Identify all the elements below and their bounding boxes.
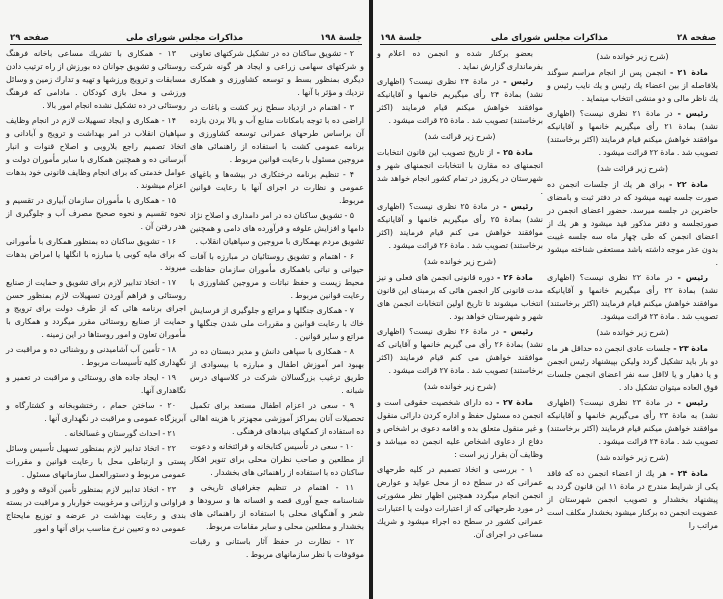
paragraph: [547, 467, 718, 532]
paragraph: [377, 146, 543, 198]
paragraph-text: ۷ - همکاری جنگلها و مراتع و جلوگیری از فرسایش خاك با رعایت قوانین و مقررات ملی شدن جنگلها و مراتع و سایر قوانین .: [190, 306, 364, 341]
paragraph-text: ۸ - همکاری با سپاهی دانش و مدیر دبستان ده در بهبود امر آموزش اطفال و مبارزه با بیسوادی از طریق ترغیب بزرگسالان شرکت در کلاسهای درس شبانه .: [190, 347, 364, 395]
page-header: [10, 30, 362, 45]
paragraph-lead: مادة ۲۲ -: [664, 180, 709, 189]
paragraph-lead: رئیس -: [672, 398, 708, 407]
paragraph-text: ۱۳ - همکاری با تشریك مساعی باخانه فرهنگ روستائی و تشویق جوانان ده بورزش از راه ترتیب دادن مسابقات و ترویج ورزشها و تهیه و تدارك زمین و وسائل ورزشی و محل بازی کودکان . مادامی که فرهنگ روستائی در ده تشکیل نشده انجام امور بالا .: [6, 49, 186, 110]
paragraph: [190, 440, 364, 479]
paragraph-lead: رئیس -: [498, 202, 533, 211]
paragraph: [190, 250, 364, 302]
paragraph-text: هر یك از اعضاء انجمن ده که فاقد یکی از شرایط مندرج در مادة ۱۱ این قانون گردد به پیشنهاد بخشدار و تصویب انجمن شهرستان از عضویت انجمن ده برکنار میشود بخشدار مکلف است مراتب را: [547, 469, 718, 530]
running-title: مذاکرات مجلس شورای ملی: [490, 33, 609, 43]
paragraph: [6, 276, 186, 341]
paragraph: [547, 396, 718, 448]
paragraph-text: ۵ - تشویق ساکنان ده در امر دامداری و اصلاح نژاد دامها و افزایش علوفه و فرآورده های دامی و همچنین تشویق مردم بهمکاری با مروجین و سپاهیان انقلاب .: [190, 211, 364, 246]
paragraph-text: (شرح زیر خوانده شد): [423, 382, 497, 391]
paragraph-text: ۶ - اهتمام و تشویق روستائیان در مبارزه با آفات حیوانی و نباتی باهمکاری مأموران سازمان حفاظت محیط زیست و حفظ نباتات و مروجین کشاورزی با رعایت قوانین مربوط .: [190, 252, 364, 300]
paragraph-text: ۹ - سعی در اعزام اطفال مستعد برای تکمیل تحصیلات آنان بمراکز آموزشی مجهزتر با هزینه اهالی ده استفاده از کمکهای بنیادهای فرهنگی .: [190, 401, 364, 436]
page-number: صفحه ۲۸: [677, 33, 716, 43]
reading-note: [547, 162, 718, 175]
page-header: [380, 30, 716, 45]
paragraph-text: برای هر یك از جلسات انجمن ده صورت جلسه تهیه میشود که در دفتر ثبت و بامضای حاضرین در جلسه میرسد. حضور اعضای انجمن در صورتجلسه و دفتر مذکور قید میشود و هر یك از اعضای انجمن که طی چهار ماه سه جلسه غیبت بدون عذر موجه داشته باشد مستعفی شناخته میشود .: [547, 180, 718, 267]
paragraph: [547, 107, 718, 159]
paragraph: [190, 168, 364, 207]
paragraph-lead: رئیس -: [498, 327, 533, 336]
paragraph: [190, 47, 364, 99]
paragraph-lead: رئیس -: [672, 109, 708, 118]
paragraph-text: در مادة ۲۱ نظری نیست؟ (اظهاری نشد) بمادة ۲۱ رأی میگیریم خانمها و آقایانیکه موافقند خواهش میکنم قیام فرمایند (اکثر برخاستند) تصویب شد . مادة ۲۲ قرائت میشود .: [547, 109, 718, 157]
paragraph-text: در مادة ۲۳ نظری نیست؟ (اظهاری نشد) به مادة ۲۳ رأی می‌گیریم خانمها و آقایانیکه موافقند خواهش میکنم قیام فرمایند (اکثر برخاستند) تصویب شد . مادة ۲۴ قرائت میشود .: [547, 398, 718, 446]
paragraph: [190, 101, 364, 166]
paragraph-text: ۱۵ - همکاری با مأموران سازمان آبیاری در تقسیم و نحوه تقسیم و نحوه صحیح مصرف آب و جلوگیری از هدر رفتن آن .: [6, 196, 186, 231]
paragraph-text: ۱۶ - تشویق ساکنان ده بمنظور همکاری با مأمورانی که برای مایه کوبی یا مبارزه با انگلها یا امراض بدهات میروند .: [6, 237, 186, 272]
book-spine: [369, 0, 373, 599]
paragraph-text: ۲۰ - ساختن حمام ، رختشوبخانه و کشتارگاه و آبریزگاه عمومی و مراقبت در نگهداری آنها .: [6, 401, 186, 423]
paragraph: [6, 194, 186, 233]
paragraph-lead: مادة ۲۵ -: [493, 148, 534, 157]
paragraph: [377, 271, 543, 323]
text-column-left: [377, 47, 543, 543]
paragraph-text: (شرح زیر قرائت شد): [597, 164, 668, 173]
paragraph-text: ۱۸ - تأمین آب آشامیدنی و روشنائی ده و مراقبت در نگهداری کلیه تأسیسات مربوط .: [6, 345, 186, 367]
paragraph-lead: مادة ۲۴ -: [666, 469, 708, 478]
paragraph-text: (شرح زیر خوانده شد): [596, 52, 669, 61]
page-28: [374, 0, 723, 599]
paragraph: [547, 271, 718, 323]
paragraph: [547, 342, 718, 394]
paragraph-text: در مادة ۲۵ نظری نیست؟ (اظهاری نشد) بمادة ۲۵ رأی میگیریم خانمها و آقایانیکه موافقند خواهش می کنم قیام فرمایند (اکثر برخاستند) تصویب شد . مادة ۲۶ قرائت میشود .: [377, 202, 544, 250]
paragraph: [377, 396, 543, 461]
paragraph: [547, 66, 718, 105]
paragraph-text: ده دارای شخصیت حقوقی است و انجمن ده مسئول حفظ و اداره کردن دارائی منقول و غیر منقول متعلق بده و اقامه دعوی بر اشخاص و دفاع از دعاوی اشخاص علیه انجمن ده میباشد و وظایف آن بقرار زیر است :: [377, 398, 543, 459]
paragraph: [6, 399, 186, 425]
session-number: جلسة ۱۹۸: [380, 33, 422, 43]
paragraph: [377, 463, 543, 541]
paragraph-text: ۱۷ - اتخاذ تدابیر لازم برای تشویق و حمایت از صنایع روستائی و فراهم آوردن تسهیلات لازم بمنظور حسن اجرای برنامه هائی که از طرف دولت برای ترویج و حمایت از صنایع روستائی مقرر میگردد و همکاری با مأموران تعاون و امور روستاها در این زمینه .: [6, 278, 186, 339]
paragraph: [6, 427, 186, 440]
paragraph: [6, 114, 186, 192]
text-column-right: [547, 47, 718, 534]
text-column-right: [190, 47, 364, 563]
paragraph-text: ۱۱ - اهتمام در تنظیم جغرافیای تاریخی و شناسنامه جمع آوری قصه و افسانه ها و سرودها و شعر و آهنگهای محلی با استفاده از راهنمائی های بخشدار و مطلعین محلی و سایر مقامات مربوط.: [190, 483, 364, 531]
paragraph-text: دوره قانونی انجمن های فعلی و نیز مدت قانونی کار انجمن هائی که برمبنای این قانون انتخاب میشوند تا تاریخ اولین انتخابات انجمن های شهر و شهرستان خواهد بود .: [377, 273, 543, 321]
paragraph-text: (شرح زیر خوانده شد): [596, 328, 669, 337]
paragraph: [6, 442, 186, 481]
paragraph-text: ۱۲ - نظارت در حفظ آثار باستانی و رقبات موقوفات با نظر سازمانهای مربوط .: [190, 537, 364, 559]
paragraph-text: از تاریخ تصویب این قانون انتخابات انجمنهای ده مقارن با انتخابات انجمنهای شهر و شهرستان در یکروز در تمام کشور انجام خواهد شد .: [377, 148, 543, 196]
paragraph-text: ۱۰ - سعی در تأسیس کتابخانه و قرائتخانه و دعوت از مطلعین و صاحب نظران محلی برای تنویر افکار ساکنان ده با استفاده از راهنمائی های بخشدار .: [190, 442, 364, 477]
paragraph-text: ۱ - بررسی و اتخاذ تصمیم در کلیه طرحهای عمرانی که در سطح ده از محل عواید و عوارض انجمن انجام میگردد همچنین اظهار نظر مشورتی در مورد طرحهائی که از اعتبارات دولت یا اعتبارات عمرانی کشور در سطح ده اجراء میشود و شریك مساعی در اجرای آن.: [377, 465, 543, 539]
page-number: صفحه ۲۹: [10, 33, 49, 43]
paragraph-lead: رئیس -: [672, 273, 708, 282]
paragraph-text: ۲۳ - اتخاذ تدابیر لازم بمنظور تأمین آذوقه و وفور و فراوانی و ارزانی و مرغوبیت خواربار و مراقبت در بسته بندی و رعایت بهداشت در عرضه و توزیع مایحتاج عمومی ده و تعیین نرخ مناسب برای آنها و امور: [6, 485, 186, 533]
paragraph-lead: مادة ۲۳ -: [670, 344, 708, 353]
paragraph-text: (شرح زیر خوانده شد): [596, 453, 669, 462]
paragraph: [6, 47, 186, 112]
paragraph-text: ۲۲ - اتخاذ تدابیر لازم بمنظور تسهیل تأسیس وسائل پستی و ارتباطی محل با رعایت قوانین و مقررات عمومی مربوط و دستورالعمل سازمانهای مسئول .: [6, 444, 186, 479]
paragraph-lead: مادة ۲۶ -: [493, 273, 534, 282]
session-number: جلسة ۱۹۸: [320, 33, 362, 43]
reading-note: [377, 255, 543, 268]
paragraph-text: ۱۴ - همکاری و ایجاد تسهیلات لازم در انجام وظایف سپاهیان انقلاب در امر بهداشت و ترویج و آبادانی و اتخاذ تصمیم راجع بلاروبی و اصلاح قنوات و انبار آبرسانی ده و همچنین همکاری با سایر مأموران دولت و عوامل خدمتی که برای انجام وظایف قانونی خود بدهات اعزام میشوند .: [6, 116, 186, 190]
paragraph: [190, 345, 364, 397]
paragraph-text: ۳ - اهتمام در ازدیاد سطح زیر کشت و باغات در اراضی ده با توجه بامکانات منابع آب و بالا بردن بازده آن براساس طرحهای عمرانی توسعه کشاورزی و برنامه عمومی کشت با استفاده از راهنمائی های مروجین مسئول با رعایت قوانین مربوط .: [190, 103, 364, 164]
reading-note: [377, 380, 543, 393]
running-title: مذاکرات مجلس شورای ملی: [125, 33, 244, 43]
paragraph: [190, 304, 364, 343]
paragraph-text: جلسات عادی انجمن ده حداقل هر ماه دو بار باید تشکیل گردد ولیکن بپیشنهاد رئیس انجمن و یا دهیار و یا لااقل سه نفر اعضای انجمن جلسات فوق العاده میتوان تشکیل داد .: [547, 344, 718, 392]
paragraph-text: ۲ - تشویق ساکنان ده در تشکیل شرکتهای تعاونی و شرکتهای سهامی زراعی و ایجاد هر گونه شرکت دیگری بمنظور بسط و توسعه کشاورزی و همکاری نزدیك و مؤثر با آنها .: [190, 49, 364, 97]
paragraph: [190, 209, 364, 248]
paragraph-lead: مادة ۲۷ -: [492, 398, 534, 407]
paragraph: [6, 343, 186, 369]
paragraph-text: انجمن پس از انجام مراسم سوگند بلافاصله از بین اعضاء یك رئیس و یك نایب رئیس و یك ناظر مالی و دو منشی انتخاب مینماید .: [547, 68, 718, 103]
paragraph: [377, 325, 543, 377]
paragraph: [377, 47, 543, 73]
paragraph: [190, 535, 364, 561]
reading-note: [377, 130, 543, 143]
reading-note: [547, 50, 718, 63]
paragraph-lead: رئیس -: [498, 77, 533, 86]
paragraph-text: (شرح زیر خوانده شد): [423, 257, 497, 266]
paragraph-text: (شرح زیر قرائت شد): [424, 132, 496, 141]
paragraph: [6, 483, 186, 535]
paragraph-text: در مادة ۲۴ نظری نیست؟ (اظهاری نشد) بمادة ۲۴ رأی میگیریم خانمها و آقایانیکه موافقند خواهش میکنم قیام فرمایند (اکثر برخاستند) تصویب شد . مادة ۲۵ قرائت میشود .: [377, 77, 544, 125]
text-column-left: [6, 47, 186, 537]
paragraph-text: ۲۱ - احداث گورستان و غسالخانه .: [64, 429, 176, 438]
paragraph-text: بعضو برکنار شده و انجمن ده اعلام و بفرمانداری گزارش نماید .: [377, 49, 543, 71]
reading-note: [547, 326, 718, 339]
paragraph: [6, 235, 186, 274]
paragraph-text: در مادة ۲۶ نظری نیست؟ (اظهاری نشد) بمادة ۲۶ رأی می گیریم خانمها و آقایانی که موافقند خواهش می کنم قیام فرمایند (اکثر برخاستند) تصویب شد . مادة ۲۷ قرائت میشود .: [377, 327, 544, 375]
paragraph-text: ۱۹ - ایجاد جاده های روستائی و مراقبت در تعمیر و نگاهداری آنها.: [6, 373, 186, 395]
paragraph: [190, 481, 364, 533]
reading-note: [547, 451, 718, 464]
paragraph: [377, 75, 543, 127]
paragraph: [377, 200, 543, 252]
paragraph-lead: مادة ۲۱ -: [666, 68, 708, 77]
paragraph-text: در مادة ۲۲ نظری نیست؟ (اظهاری نشد) بمادة ۲۲ رأی میگیریم خانمها و آقایانیکه موافقند خواهش میکنم قیام فرمایند (اکثر برخاستند) تصویب شد . مادة ۲۳ قرائت میشود.: [547, 273, 718, 321]
paragraph: [190, 399, 364, 438]
paragraph: [547, 178, 718, 269]
paragraph-text: ۴ - تنظیم برنامه درختکاری در بیشه‌ها و باغهای عمومی و نظارت در اجرای آنها با رعایت قوانین مربوط.: [190, 170, 364, 205]
paragraph: [6, 371, 186, 397]
